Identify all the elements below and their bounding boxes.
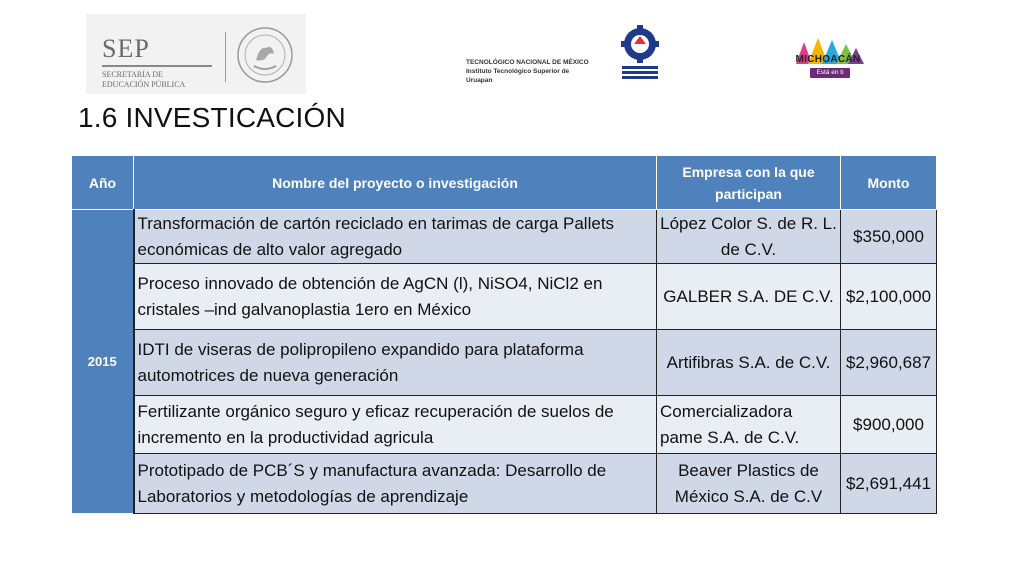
amount-cell: $350,000	[841, 210, 937, 264]
amount-cell: $2,100,000	[841, 264, 937, 330]
amount-cell: $2,691,441	[841, 454, 937, 514]
company-cell: Beaver Plastics de México S.A. de C.V	[657, 454, 841, 514]
project-cell: Fertilizante orgánico seguro y eficaz recuperación de suelos de incremento en la productividad agricula	[134, 396, 657, 454]
header-amount: Monto	[841, 156, 937, 210]
michoacan-name: MICHOACÁN	[795, 54, 861, 65]
company-cell: Comercializadora pame S.A. de C.V.	[657, 396, 841, 454]
project-cell: Transformación de cartón reciclado en tarimas de carga Pallets económicas de alto valor agregado	[134, 210, 657, 264]
sep-line1: SECRETARÍA DE	[102, 70, 163, 79]
tecnm-line2: Instituto Tecnológico Superior de Uruapan	[466, 68, 570, 84]
company-cell: GALBER S.A. DE C.V.	[657, 264, 841, 330]
project-cell: Proceso innovado de obtención de AgCN (l), NiSO4, NiCl2 en cristales –ind galvanoplastia 1ero en México	[134, 264, 657, 330]
project-cell: Prototipado de PCB´S y manufactura avanzada: Desarrollo de Laboratorios y metodologías de aprendizaje	[134, 454, 657, 514]
table-row	[72, 210, 937, 264]
sep-logo	[86, 14, 306, 94]
header-project: Nombre del proyecto o investigación	[134, 156, 657, 210]
sep-title: SEP	[102, 34, 150, 63]
sep-divider	[225, 32, 226, 82]
table-row	[72, 396, 937, 454]
sep-line2: EDUCACIÓN PÚBLICA	[102, 80, 186, 89]
year-cell: 2015	[72, 210, 134, 514]
michoacan-tagline: Está en ti	[810, 68, 850, 78]
tecnm-line1: TECNOLÓGICO NACIONAL DE MÉXICO	[466, 59, 589, 66]
company-cell: López Color S. de R. L. de C.V.	[657, 210, 841, 264]
table-row	[72, 330, 937, 396]
header-company: Empresa con la que participan	[657, 156, 841, 210]
project-cell: IDTI de viseras de polipropileno expandido para plataforma automotrices de nueva generación	[134, 330, 657, 396]
mexico-seal-icon	[236, 26, 294, 84]
tecnm-wordmark	[466, 58, 596, 85]
sep-rule	[102, 65, 212, 67]
itsu-gear-logo-icon	[618, 24, 662, 82]
company-cell: Artifibras S.A. de C.V.	[657, 330, 841, 396]
table-row	[72, 264, 937, 330]
amount-cell: $2,960,687	[841, 330, 937, 396]
table-header-row	[72, 156, 937, 210]
research-table	[71, 155, 937, 514]
amount-cell: $900,000	[841, 396, 937, 454]
header-year: Año	[72, 156, 134, 210]
sep-wordmark	[102, 36, 212, 90]
table-row	[72, 454, 937, 514]
page-title: 1.6 INVESTICACIÓN	[78, 102, 346, 133]
